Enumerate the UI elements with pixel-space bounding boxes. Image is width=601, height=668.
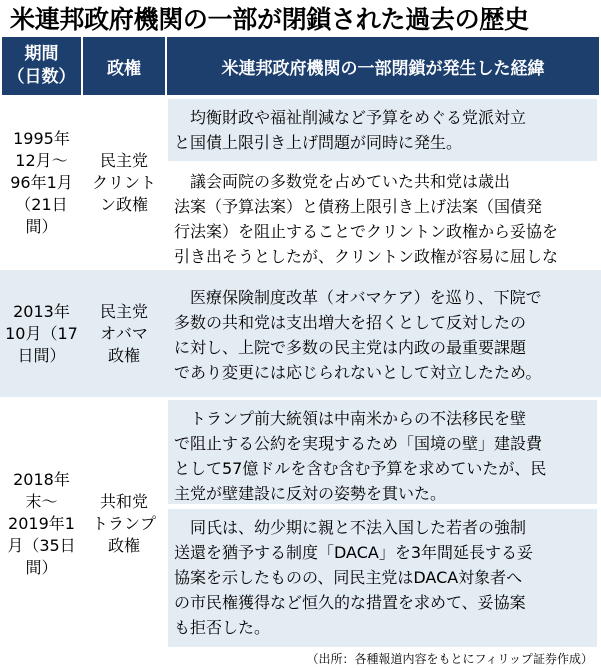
history-paragraph [168,163,597,267]
table-row-2013 [0,270,601,397]
history-line: で阻止する公約を実現するため「国境の壁」建設費 [174,434,543,453]
header-history [167,37,599,95]
history-line: 均衡財政や福祉削減など予算をめぐる党派対立 [174,108,527,127]
history-line: として57億ドルを含む含む予算を求めていたが、民 [174,459,547,478]
history-line: に対し、上院で多数の民主党は内政の最重要課題 [174,338,527,357]
history-line: 法案（予算法案）と債務上限引き上げ法案（国債発 [174,197,543,216]
government-cell [84,97,164,269]
history-line: 主党が壁建設に反対の姿勢を貫いた。 [174,484,447,503]
government-cell [84,398,164,649]
history-line: 医療保険制度改革（オバマケア）を巡り、下院で [174,288,542,307]
government-text: 民主党 オバマ 政権 [99,301,148,365]
history-line: トランプ前大統領は中南米からの不法移民を壁 [174,409,527,428]
history-line: 行法案）を阻止することでクリントン政権から妥協を [174,222,559,241]
history-line: も拒否した。 [174,618,271,637]
history-line: の市民権獲得など恒久的な措置を求めて、妥協案 [174,593,526,612]
history-line: 同氏は、幼少期に親と不法入国した若者の強制 [174,518,527,537]
header-period-days-label: （日数） [7,67,76,87]
history-paragraph [168,400,597,504]
period-cell [4,97,79,269]
period-text: 1995年 12月～ 96年1月 （21日 間） [10,129,73,236]
history-line: 協案を示したものの、同民主党はDACA対象者へ [174,568,523,587]
table-row-2018 [0,398,601,649]
history-line: 多数の共和党は支出増大を招くとして反対したの [174,313,527,332]
history-line: であり変更には応じられないとして対立したため。 [174,363,542,382]
period-text: 2018年 末～ 2019年1 月（35日 間） [7,469,76,577]
source-note: （出所：各種報道内容をもとにフィリップ証券作成） [306,652,593,666]
header-history-label: 米連邦政府機関の一部閉鎖が発生した経緯 [221,58,545,79]
header-government-label: 政権 [107,58,141,79]
history-line: 送還を猶予する制度「DACA」を3年間延長する妥 [174,543,534,562]
header-period-label: 期間 [24,44,59,64]
history-paragraph [168,99,597,161]
header-government [83,37,165,95]
government-cell [84,270,164,397]
history-line: 議会両院の多数党を占めていた共和党は歳出 [174,172,511,191]
government-text: 民主党 クリント ン政権 [91,151,156,214]
header-period [2,37,81,95]
history-line: 引き出そうとしたが、クリントン政権が容易に屈しな [174,247,559,266]
period-text: 2013年 10月（17 日間） [5,301,78,365]
page-title: 米連邦政府機関の一部が閉鎖された過去の歴史 [10,5,529,34]
period-cell [4,270,79,397]
table-row-1995 [0,97,601,269]
history-paragraph [168,272,597,395]
government-text: 共和党 トランプ 政権 [91,491,156,555]
period-cell [4,398,79,649]
history-line: と国債上限引き上げ問題が同時に発生。 [174,133,463,152]
history-paragraph [168,509,597,647]
